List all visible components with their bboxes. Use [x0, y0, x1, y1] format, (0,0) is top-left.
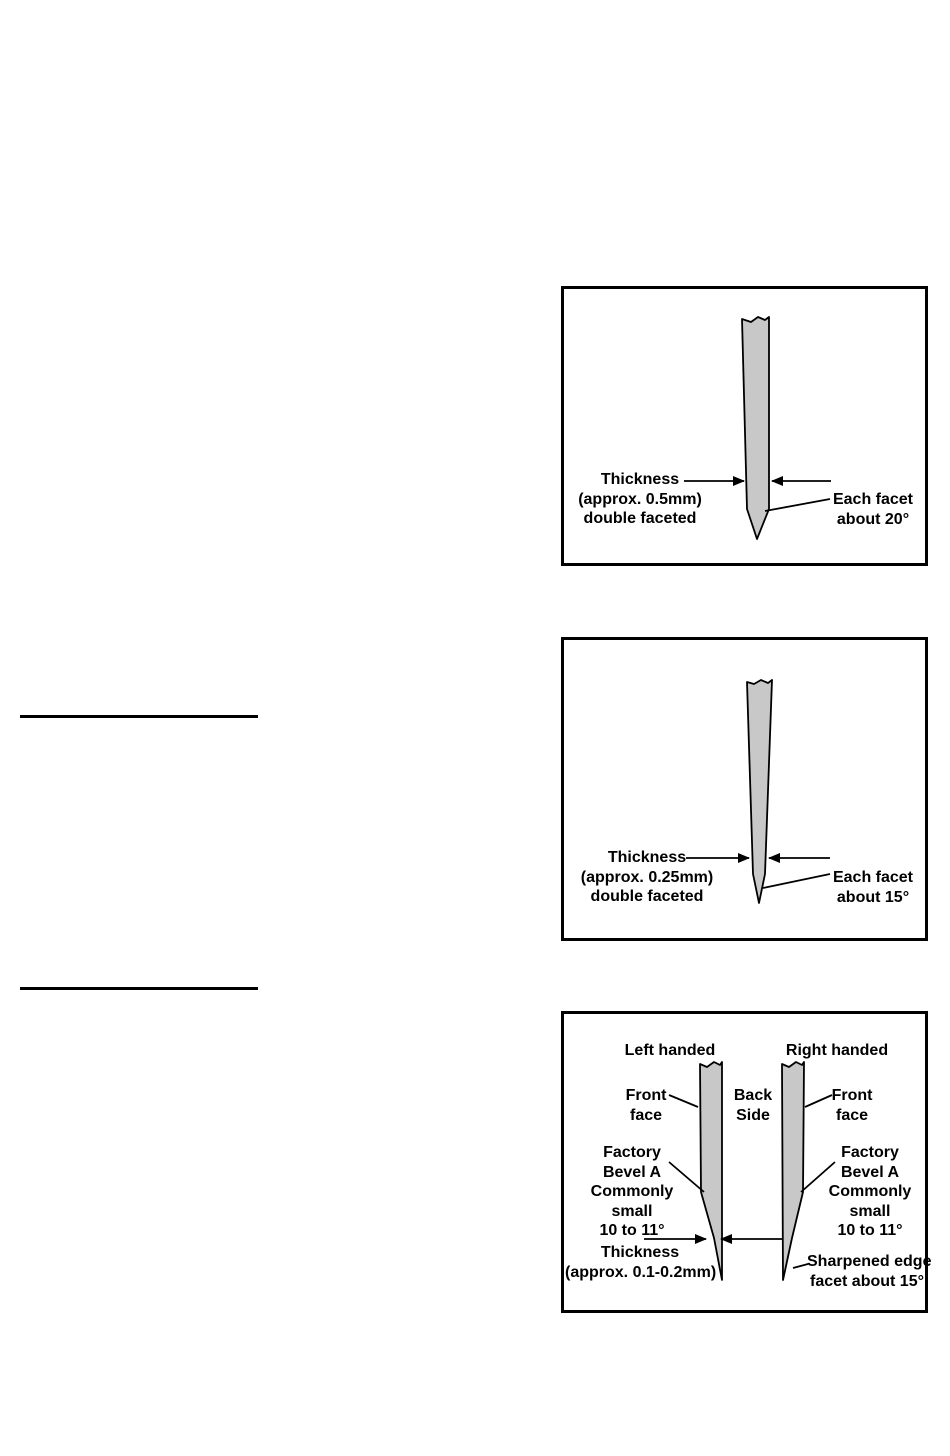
facet-label: Each facet about 15° — [832, 869, 914, 906]
factory-bevel-label-left: Factory Bevel A Commonly small 10 to 11° — [590, 1144, 674, 1239]
left-handed-title: Left handed — [624, 1042, 716, 1059]
section-rule-2 — [20, 987, 258, 990]
section-rule-1 — [20, 715, 258, 718]
right-handed-title: Right handed — [785, 1042, 889, 1059]
thickness-label: Thickness (approx. 0.1-0.2mm) — [565, 1244, 717, 1281]
blade-shape-1 — [742, 317, 769, 539]
sharpened-edge-label: Sharpened edge facet about 15° — [807, 1253, 932, 1290]
back-side-label: Back Side — [733, 1087, 773, 1124]
facet-label: Each facet about 20° — [832, 491, 914, 528]
sharpened-edge-leader — [793, 1264, 808, 1268]
front-face-label-left: Front face — [625, 1087, 667, 1124]
facet-leader-line — [763, 874, 830, 888]
factory-bevel-label-right: Factory Bevel A Commonly small 10 to 11° — [828, 1144, 912, 1239]
diagram-panel-1 — [561, 286, 928, 566]
facet-leader-line — [765, 499, 830, 511]
diagram-panel-2 — [561, 637, 928, 941]
front-face-label-right: Front face — [831, 1087, 873, 1124]
thickness-label: Thickness (approx. 0.5mm) double faceted — [578, 471, 702, 527]
right-handed-blade — [782, 1062, 804, 1280]
thickness-label: Thickness (approx. 0.25mm) double faceted — [580, 849, 714, 905]
diagram-panel-3 — [561, 1011, 932, 1313]
blade-shape-2 — [747, 680, 772, 903]
